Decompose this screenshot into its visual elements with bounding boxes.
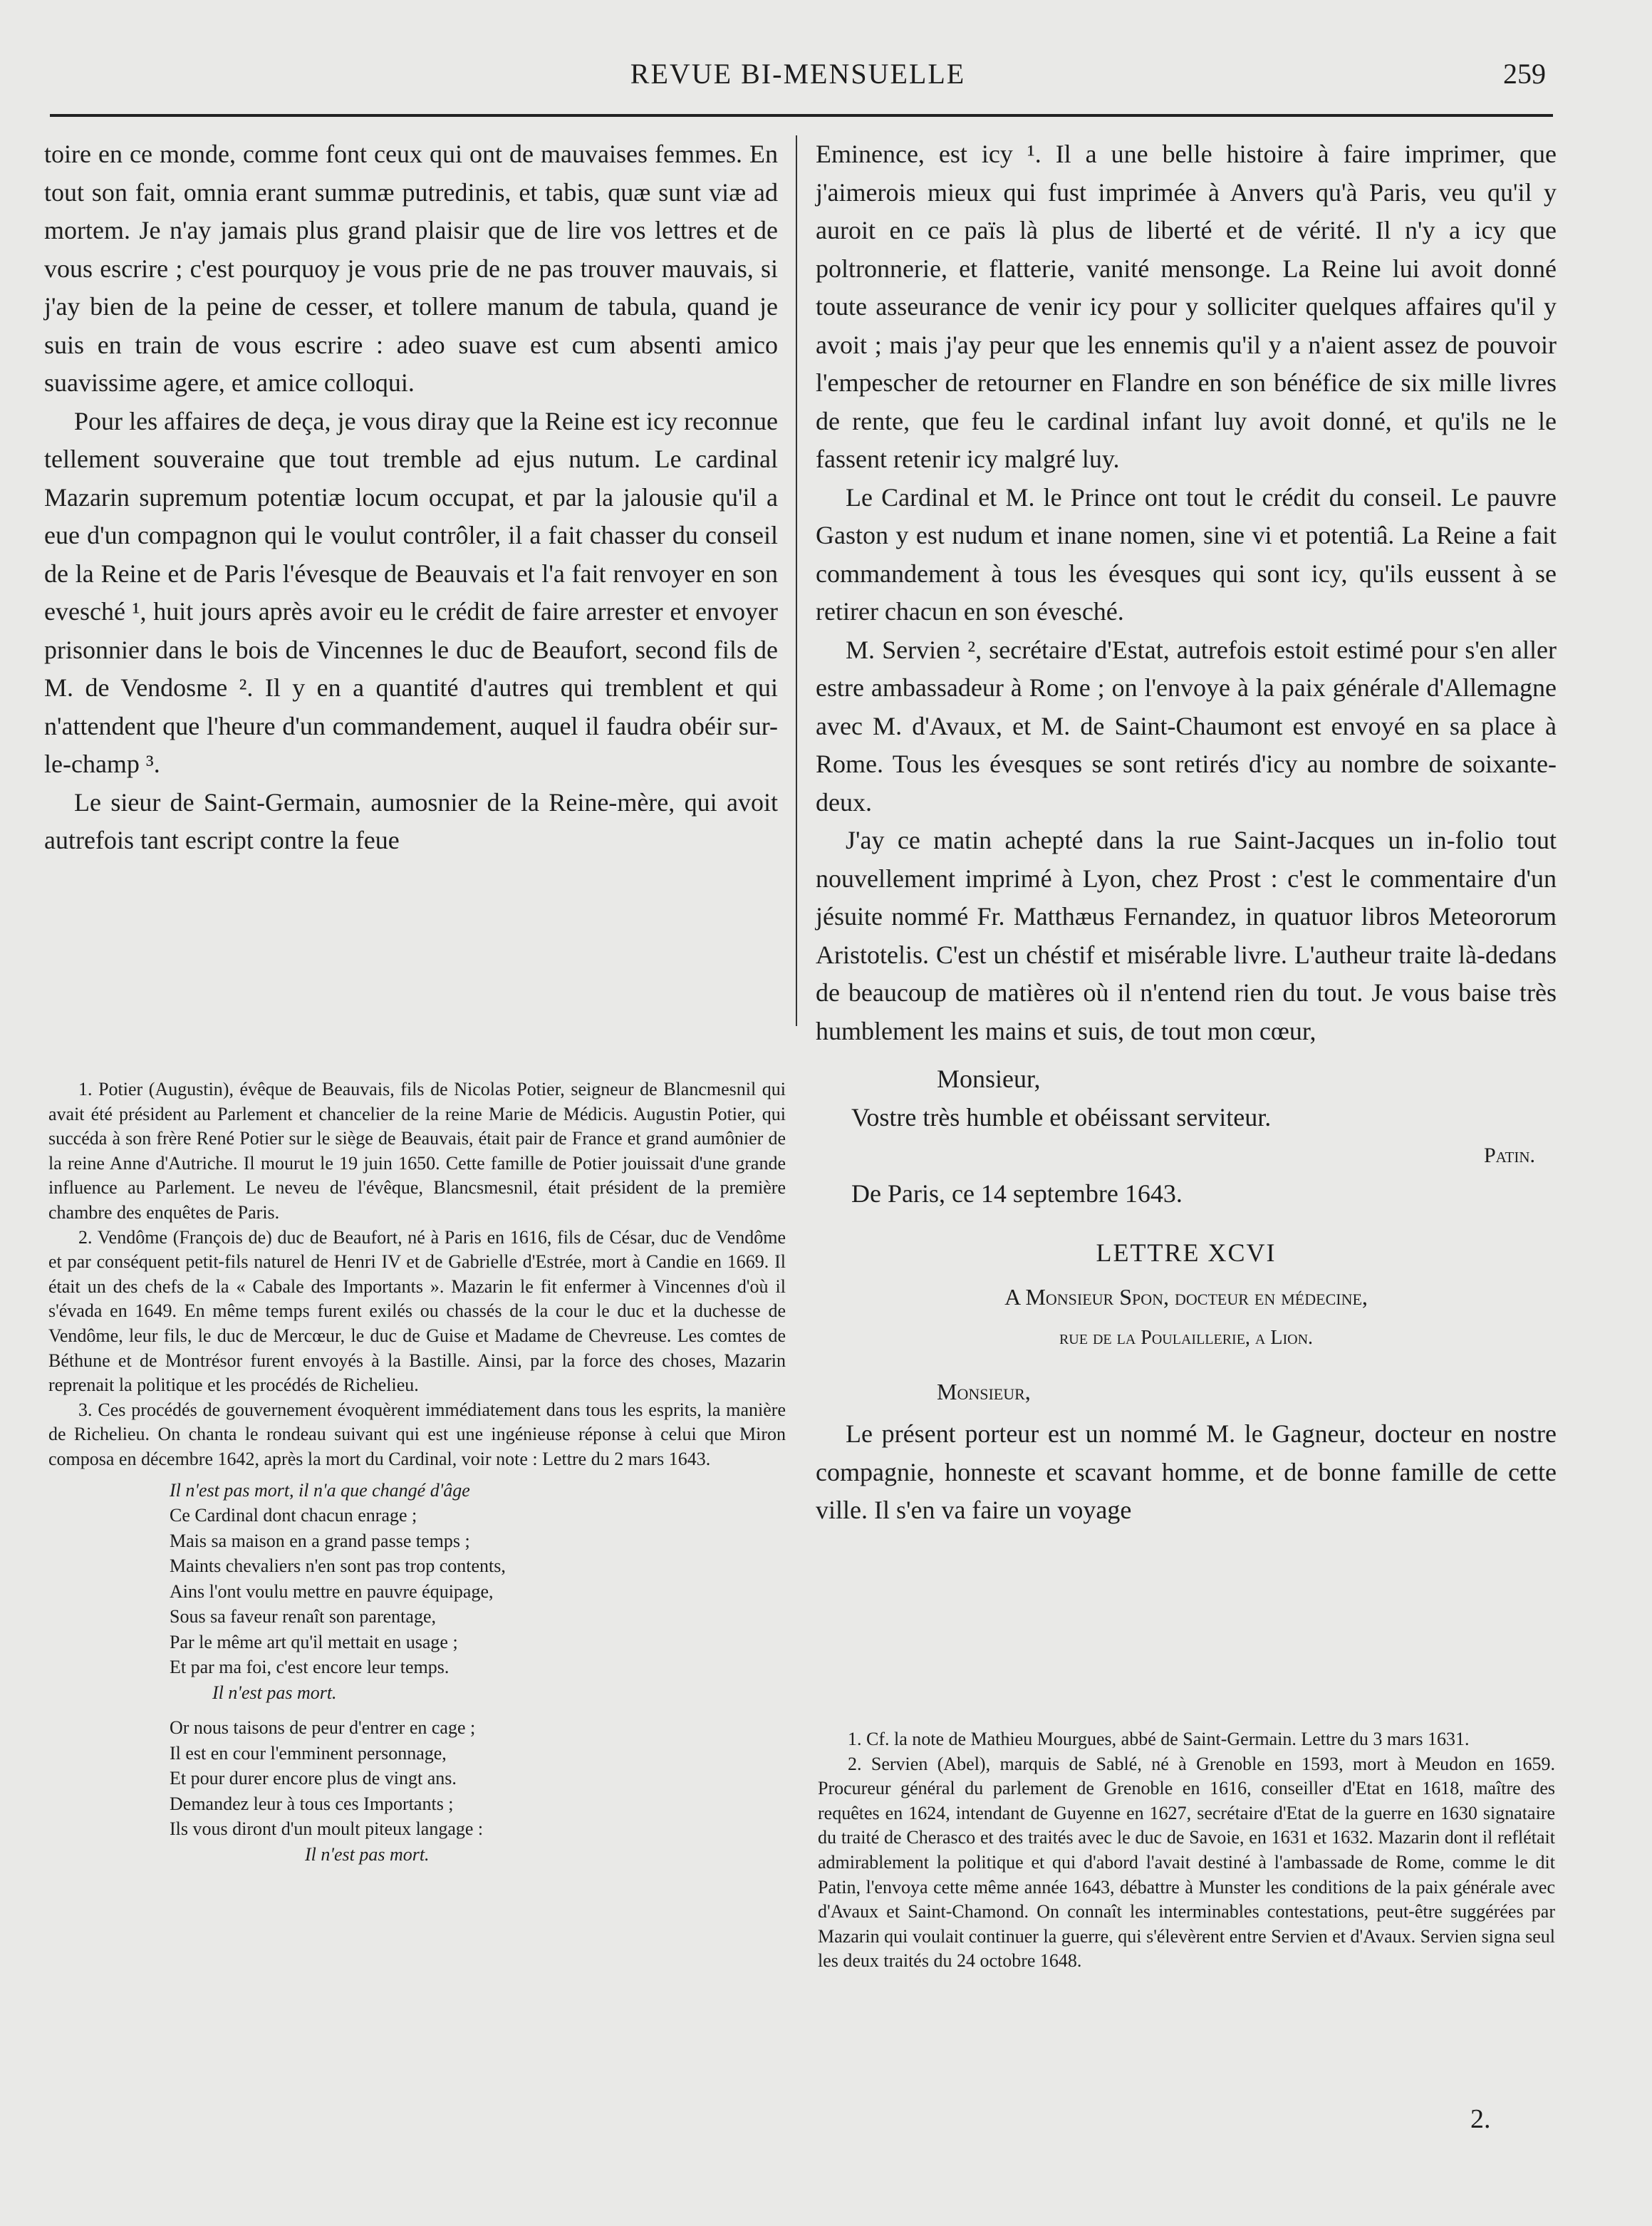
letter-body: Le présent porteur est un nommé M. le Gagneur, docteur en nostre compagnie, honneste et scavant homme, et de bonne famille de cette ville. Il s'en va faire un voyage: [816, 1419, 1557, 1524]
poem-refrain: Il n'est pas mort.: [212, 1682, 337, 1703]
footnote-left-2: 2. Vendôme (François de) duc de Beaufort, né à Paris en 1616, fils de César, duc de Vendôme et par conséquent petit-fils naturel de Henri IV et de Gabrielle d'Estrée, mort à Candie en 1669. Il était un des chefs de la « Cabale des Importants ». Mazarin le fit enfermer à Vincennes d'où il s'évada en 1649. En même temps furent exilés ou chassés de la cour le duc et la duchesse de Vendôme, leur fils, le duc de Mercœur, le duc de Guise et Madame de Chevreuse. Les comtes de Béthune et de Montrésor furent envoyés à la Bastille. Ainsi, par la force des choses, Mazarin reprenait la politique et les procédés de Richelieu.: [48, 1226, 786, 1396]
poem-line: Il n'est pas mort, il n'a que changé d'âge: [170, 1479, 470, 1501]
poem-line: Et par ma foi, c'est encore leur temps.: [170, 1657, 450, 1677]
letter-salutation: Monsieur,: [937, 1378, 1031, 1404]
poem-line: Demandez leur à tous ces Importants ;: [170, 1793, 454, 1814]
poem-line: Ains l'ont voulu mettre en pauvre équipage,: [170, 1580, 494, 1602]
header-rule: [50, 114, 1553, 117]
recipient-line-1: A Monsieur Spon, docteur en médecine,: [1004, 1283, 1368, 1310]
column-divider: [796, 135, 797, 1026]
signature: Patin.: [1483, 1144, 1535, 1167]
poem-refrain: Il n'est pas mort.: [305, 1843, 430, 1865]
poem-line: Par le même art qu'il mettait en usage ;: [170, 1631, 458, 1652]
footnotes-left: [48, 1077, 786, 1867]
poem-line: Maints chevaliers n'en sont pas trop contents,: [170, 1555, 506, 1576]
left-column: [44, 135, 778, 860]
footnote-right-1: 1. Cf. la note de Mathieu Mourgues, abbé de Saint-Germain. Lettre du 3 mars 1631.: [848, 1729, 1470, 1749]
recipient-line-2: rue de la Poulaillerie, a Lion.: [1059, 1327, 1314, 1349]
closing-formula: Vostre très humble et obéissant serviteur.: [851, 1102, 1272, 1132]
footnotes-right: [818, 1727, 1555, 1974]
footnote-right-2: 2. Servien (Abel), marquis de Sablé, né à Grenoble en 1593, mort à Meudon en 1659. Procureur général du parlement de Grenoble en 1616, conseiller d'Etat en 1618, maître des requêtes en 1624, intendant de Guyenne en 1627, secrétaire d'Etat de la guerre en 1630 signataire du traité de Cherasco et des traités avec le duc de Savoie, en 1631 et 1632. Mazarin dont il reflétait admirablement la politique et qui d'abord l'avait destiné à l'ambassade de Rome, comme le dit Patin, l'envoya cette même année 1643, débattre à Munster les conditions de la paix générale avec d'Avaux et Saint-Chamond. On connaît les interminables contestations, peut-être suggérées par Mazarin qui voulait continuer la guerre, qui s'élevèrent entre Servien et d'Avaux. Servien signa seul les deux traités du 24 octobre 1648.: [818, 1753, 1555, 1972]
footnote-left-1: 1. Potier (Augustin), évêque de Beauvais, fils de Nicolas Potier, seigneur de Blancmesnil qui avait été président au Parlement et chancelier de la reine Marie de Médicis. Augustin Potier, qui succéda à son frère René Potier sur le siège de Beauvais, était pair de France et grand aumônier de la reine Anne d'Autriche. Il mourut le 19 juin 1650. Cette famille de Potier jouissait d'une grande influence au Parlement. Le neveu de l'évêque, Blancsmesnil, était président de la première chambre des enquêtes de Paris.: [48, 1079, 786, 1223]
poem-line: Il est en cour l'emminent personnage,: [170, 1742, 447, 1764]
right-column: [816, 135, 1557, 1530]
journal-title: REVUE BI-MENSUELLE: [630, 58, 966, 90]
poem-line: Ils vous diront d'un moult piteux langage :: [170, 1818, 484, 1839]
poem-line: Et pour durer encore plus de vingt ans.: [170, 1768, 457, 1788]
letter-closing: [816, 1060, 1557, 1213]
signature-mark: 2.: [1470, 2104, 1491, 2134]
letter-title: LETTRE XCVI: [1096, 1238, 1277, 1267]
poem-line: Or nous taisons de peur d'entrer en cage ;: [170, 1717, 476, 1738]
left-paragraph-1: toire en ce monde, comme font ceux qui ont de mauvaises femmes. En tout son fait, omnia erant summæ putredinis, et tabis, quæ sunt viæ ad mortem. Je n'ay jamais plus grand plaisir que de lire vos lettres et de vous escrire ; c'est pourquoy je vous prie de ne pas trouver mauvais, si j'ay bien de la peine de cesser, et tollere manum de tabula, quand je suis en train de vous escrire : adeo suave est cum absenti amico suavissime agere, et amice colloqui.: [44, 140, 778, 397]
closing-salutation: Monsieur,: [937, 1065, 1041, 1093]
right-paragraph-2: Le Cardinal et M. le Prince ont tout le crédit du conseil. Le pauvre Gaston y est nudum et inane nomen, sine vi et potentiâ. La Reine a fait commandement à tous les évesques qui sont icy, qu'ils eussent à se retirer chacun en son évesché.: [816, 482, 1557, 626]
footnote-left-3: 3. Ces procédés de gouvernement évoquèrent immédiatement dans tous les esprits, la manière de Richelieu. On chanta le rondeau suivant qui est une ingénieuse réponse à celui que Miron composa en décembre 1642, après la mort du Cardinal, voir note : Lettre du 2 mars 1643.: [48, 1399, 786, 1469]
dateline: De Paris, ce 14 septembre 1643.: [851, 1179, 1183, 1208]
rondeau-poem: [170, 1478, 786, 1868]
poem-line: Mais sa maison en a grand passe temps ;: [170, 1530, 470, 1551]
right-paragraph-1: Eminence, est icy ¹. Il a une belle histoire à faire imprimer, que j'aimerois mieux qui fust imprimée à Anvers qu'à Paris, veu qu'il y auroit en ce païs là plus de liberté et de vérité. Il n'y a icy que poltronnerie, et flatterie, vanité mensonge. La Reine lui avoit donné toute asseurance de venir icy pour y solliciter quelques affaires qu'il y avoit ; mais j'ay peur que les ennemis qu'il y a n'aient assez de pouvoir l'empescher de retourner en Flandre en son bénéfice de six mille livres de rente, que feu le cardinal infant luy avoit donné, et qu'ils ne le fassent retenir icy malgré luy.: [816, 140, 1557, 473]
right-paragraph-3: M. Servien ², secrétaire d'Estat, autrefois estoit estimé pour s'en aller estre ambassadeur à Rome ; on l'envoye à la paix générale d'Allemagne avec M. d'Avaux, et M. de Saint-Chaumont est envoyé en sa place à Rome. Tous les évesques se sont retirés d'icy au nombre de soixante-deux.: [816, 635, 1557, 817]
poem-line: Sous sa faveur renaît son parentage,: [170, 1606, 436, 1627]
page-number: 259: [1503, 58, 1546, 90]
poem-line: Ce Cardinal dont chacun enrage ;: [170, 1505, 417, 1526]
left-paragraph-3: Le sieur de Saint-Germain, aumosnier de la Reine-mère, qui avoit autrefois tant escript contre la feue: [44, 787, 778, 854]
left-paragraph-2: Pour les affaires de deça, je vous diray que la Reine est icy reconnue tellement souveraine que tout tremble ad ejus nutum. Le cardinal Mazarin supremum potentiæ locum occupat, et par la jalousie qu'il a eue d'un compagnon qui le voulut contrôler, il a fait chasser du conseil de la Reine et de Paris l'évesque de Beauvais et l'a fait renvoyer en son evesché ¹, huit jours après avoir eu le crédit de faire arrester et envoyer prisonnier dans le bois de Vincennes le duc de Beaufort, second fils de M. de Vendosme ². Il y en a quantité d'autres qui tremblent et qui n'attendent que l'heure d'un commandement, auquel il faudra obéir sur-le-champ ³.: [44, 406, 778, 778]
right-paragraph-4: J'ay ce matin achepté dans la rue Saint-Jacques un in-folio tout nouvellement imprimé à Lyon, chez Prost : c'est le commentaire d'un jésuite nommé Fr. Matthæus Fernandez, in quatuor libros Meteororum Aristotelis. C'est un chéstif et misérable livre. L'autheur traite là-dedans de beaucoup de matières où il n'entend rien du tout. Je vous baise très humblement les mains et suis, de tout mon cœur,: [816, 826, 1557, 1045]
page-header: [50, 57, 1546, 100]
